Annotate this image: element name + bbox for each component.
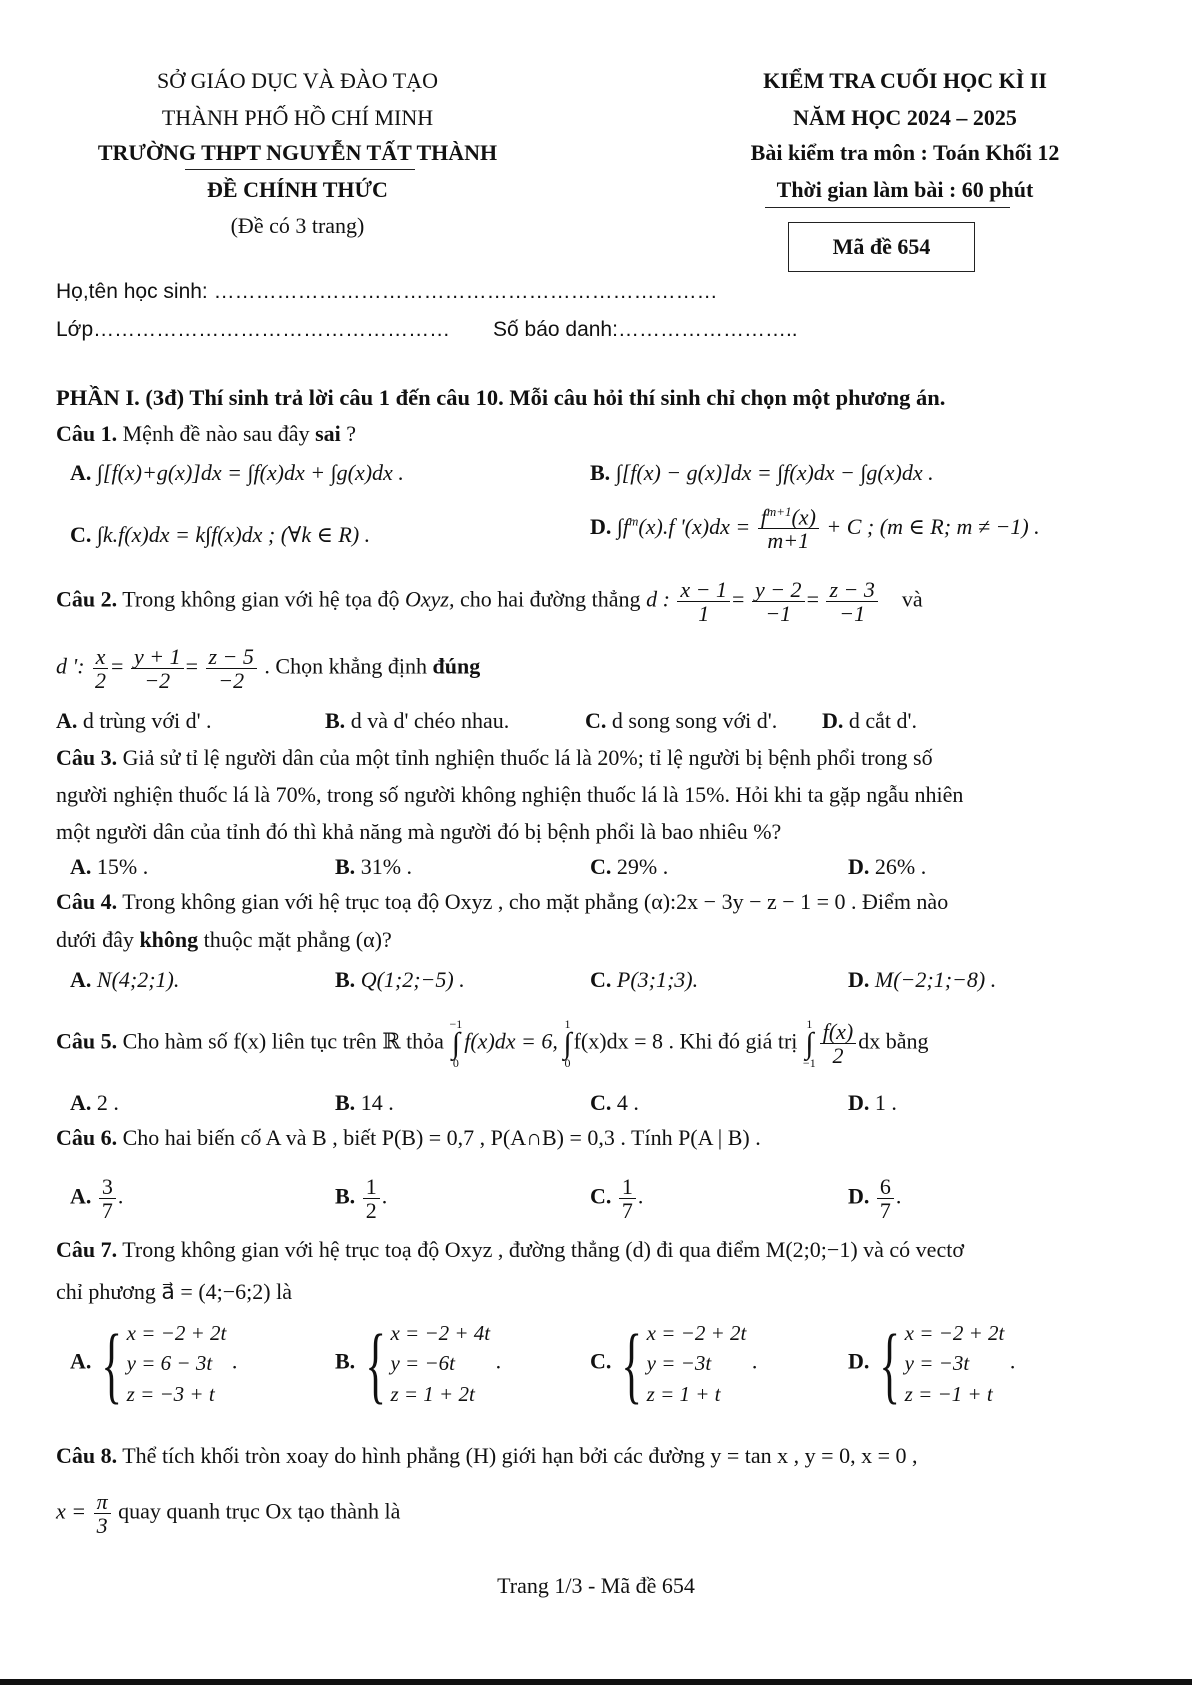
q4-option-c: C. P(3;1;3). [590,967,699,992]
q5-integral-1: −1 ∫ 0 [449,1017,463,1070]
q2-frac-y: $\frac{y - 2}{-1}$ [752,578,805,625]
q3-option-c: C. 29% . [590,854,669,879]
school-year: NĂM HỌC 2024 – 2025 [793,105,1017,130]
q2-stem: Câu 2. Trong không gian với hệ tọa độ Oxyz, cho hai đường thẳng d : $\frac{x - 1}{1}$ = $\frac{y - 2}{-1}$ = $\frac{z - 3}{-1}$ và [56,577,923,627]
q1-end: ? [346,421,357,446]
q1-d-fraction: $\frac{f^{m+1}(x)}{m+1}$ [758,505,819,553]
q4-option-a: A. N(4;2;1). [70,967,180,992]
bottom-bar [0,1679,1192,1685]
q1-option-a: A. ∫[f(x)+g(x)]dx = ∫f(x)dx + ∫g(x)dx . [70,460,404,485]
official-label: ĐỀ CHÍNH THỨC [207,177,388,202]
subject: Bài kiểm tra môn : Toán Khối 12 [750,140,1060,165]
q8-line-2: x = $\frac{\pi}{3}$ quay quanh trục Ox tạo thành là [56,1489,401,1539]
q5-option-c: C. 4 . [590,1090,639,1115]
q2-option-a: A. d trùng với d' . [56,708,212,733]
q3-line-1: Câu 3. Giả sử tỉ lệ người dân của một tỉnh nghiện thuốc lá là 20%; tỉ lệ người bị bệnh phổi trong số [56,745,933,770]
q2-option-d: D. d cắt d'. [822,708,917,733]
part-one-heading: PHẦN I. (3đ) Thí sinh trả lời câu 1 đến câu 10. Mỗi câu hỏi thí sinh chỉ chọn một phương án. [56,385,946,410]
q3-option-d: D. 26% . [848,854,927,879]
class-field[interactable]: Lớp…………………………………………… [56,318,451,341]
q2-line-d-prime: d ': $\frac{x}{2}$ = $\frac{y + 1}{-2}$ = $\frac{z - 5}{-2}$ . Chọn khẳng định đúng [56,644,481,694]
q2-frac-z: $\frac{z - 3}{-1}$ [826,578,877,625]
q5-option-a: A. 2 . [70,1090,119,1115]
q5-stem: Câu 5. Cho hàm số f(x) liên tục trên ℝ thỏa −1 ∫ 0 f(x)dx = 6, 1 ∫ 0 f(x)dx = 8 . Khi đó giá trị 1 ∫ −1 $\frac{f(x)}{2}$ dx bằng [56,1017,929,1070]
q4-line-1: Câu 4. Trong không gian với hệ trục toạ độ Oxyz , cho mặt phẳng (α):2x − 3y − z − 1 = 0 . Điểm nào [56,889,949,914]
q7-line-1: Câu 7. Trong không gian với hệ trục toạ độ Oxyz , đường thẳng (d) đi qua điểm M(2;0;−1) và có vectơ [56,1237,964,1262]
q7-line-2: chỉ phương a⃗ = (4;−6;2) là [56,1279,292,1304]
q7-option-b: B. { x = −2 + 4t y = −6t z = 1 + 2t . [335,1315,502,1412]
q2-option-b: B. d và d' chéo nhau. [325,708,510,733]
q7-option-a: A. { x = −2 + 2t y = 6 − 3t z = −3 + t . [70,1315,238,1412]
q2-frac-x: $\frac{x - 1}{1}$ [677,578,730,625]
q7-option-c: C. { x = −2 + 2t y = −3t z = 1 + t . [590,1315,758,1412]
q5-option-d: D. 1 . [848,1090,897,1115]
page-footer: Trang 1/3 - Mã đề 654 [497,1573,695,1598]
q2-option-c: C. d song song với d'. [585,708,778,733]
q3-line-2: người nghiện thuốc lá là 70%, trong số người không nghiện thuốc lá là 15%. Hỏi khi ta gặp ngẫu nhiên [56,782,964,807]
q4-line-2: dưới đây không thuộc mặt phẳng (α)? [56,927,392,952]
city-name: THÀNH PHỐ HỒ CHÍ MINH [161,105,434,130]
q3-option-b: B. 31% . [335,854,413,879]
q1-option-c: C. ∫k.f(x)dx = k∫f(x)dx ; (∀k ∈ R) . [70,522,371,547]
q1-option-d: D. $\int f^m(x).f$ '(x)dx = $\frac{f^{m+1}(x)}{m+1}$ + C ; (m ∈ R; m ≠ −1) . [590,504,1040,554]
header-divider-right [765,207,1010,208]
q3-option-a: A. 15% . [70,854,149,879]
q1-text: Mệnh đề nào sau đây [122,421,310,446]
q1-option-b: B. ∫[f(x) − g(x)]dx = ∫f(x)dx − ∫g(x)dx . [590,460,934,485]
q6-option-a: A. $\frac{3}{7}$ . [70,1174,124,1224]
exam-title: KIỂM TRA CUỐI HỌC KÌ II [763,68,1047,93]
q1-label: Câu 1. [56,421,118,446]
candidate-number-field[interactable]: Số báo danh:…………………….. [493,318,798,341]
q6-option-d: D. $\frac{6}{7}$ . [848,1174,902,1224]
q1-stem [56,421,356,447]
page-count-note: (Đề có 3 trang) [230,213,365,238]
q8-line-1: Câu 8. Thể tích khối tròn xoay do hình phẳng (H) giới hạn bởi các đường y = tan x , y = 0, x = 0 , [56,1443,918,1468]
dept-name: SỞ GIÁO DỤC VÀ ĐÀO TẠO [157,68,438,93]
header-divider-left [185,169,415,170]
q7-option-d: D. { x = −2 + 2t y = −3t z = −1 + t . [848,1315,1016,1412]
student-name-field[interactable]: Họ,tên học sinh: ……………………………………………………………… [56,280,718,303]
q6-option-b: B. $\frac{1}{2}$ . [335,1174,388,1224]
q5-integral-2: 1 ∫ 0 [563,1017,572,1070]
q6-stem: Câu 6. Cho hai biến cố A và B , biết P(B) = 0,7 , P(A∩B) = 0,3 . Tính P(A | B) . [56,1125,761,1150]
q5-option-b: B. 14 . [335,1090,394,1115]
q4-option-d: D. M(−2;1;−8) . [848,967,997,992]
q1-bold: sai [315,421,341,446]
exam-code: Mã đề 654 [832,234,931,259]
q4-option-b: B. Q(1;2;−5) . [335,967,465,992]
school-name: TRƯỜNG THPT NGUYỄN TẤT THÀNH [97,140,498,165]
q5-integral-3: 1 ∫ −1 [802,1017,816,1070]
q3-line-3: một người dân của tỉnh đó thì khả năng mà người đó bị bệnh phổi là bao nhiêu %? [56,819,782,844]
q6-option-c: C. $\frac{1}{7}$ . [590,1174,644,1224]
time-allowed: Thời gian làm bài : 60 phút [776,177,1034,202]
